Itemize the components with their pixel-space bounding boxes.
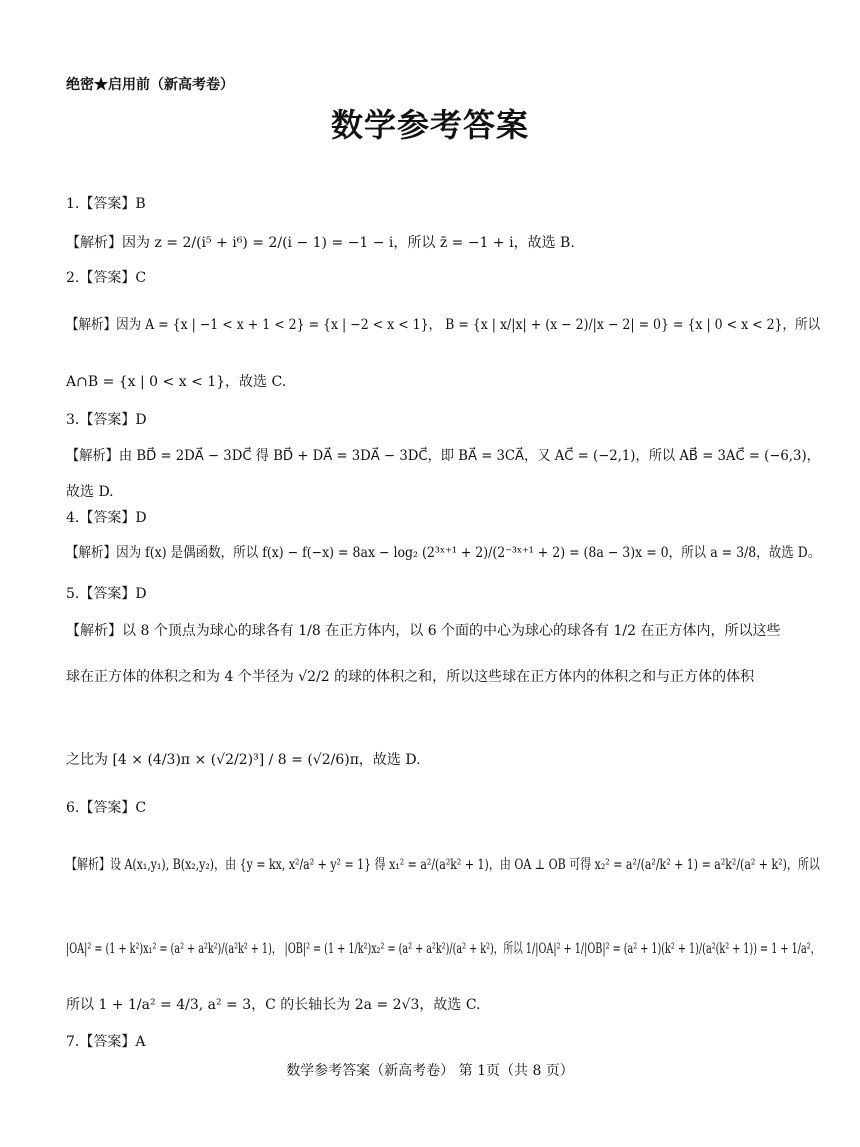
analysis-2-line-2: A∩B = {x | 0 < x < 1}，故选 C. bbox=[66, 374, 287, 390]
answer-6: 6.【答案】C bbox=[66, 800, 147, 816]
analysis-5-line-1: 【解析】以 8 个顶点为球心的球各有 1/8 在正方体内，以 6 个面的中心为球心的球各有 1/2 在正方体内，所以这些 bbox=[66, 623, 781, 639]
analysis-4-line-1: 【解析】因为 f(x) 是偶函数，所以 f(x) − f(−x) = 8ax − log₂ (2³ˣ⁺¹ + 2)/(2⁻³ˣ⁺¹ + 2) = (8a − 3)x = 0，所以 a = 3/8，故选 D。 bbox=[66, 545, 821, 561]
answer-2: 2.【答案】C bbox=[66, 270, 147, 286]
analysis-1-line-1: 【解析】因为 z = 2/(i⁵ + i⁶) = 2/(i − 1) = −1 − i，所以 z̄ = −1 + i，故选 B. bbox=[66, 235, 575, 251]
analysis-6-line-2: |OA|² = (1 + k²)x₁² = (a² + a²k²)/(a²k² + 1)， |OB|² = (1 + 1/k²)x₂² = (a² + a²k²)/(a² + k²)，所以 1/|OA|² + 1/|OB|² = (a² + 1)(k² + 1)/(a²(k² + 1)) = 1 + 1/a²， bbox=[66, 941, 821, 957]
answer-7: 7.【答案】A bbox=[66, 1034, 146, 1050]
analysis-3-line-2: 故选 D. bbox=[66, 484, 114, 500]
analysis-6-line-1: 【解析】设 A(x₁,y₁), B(x₂,y₂)，由 {y = kx, x²/a² + y² = 1} 得 x₁² = a²/(a²k² + 1)，由 OA ⊥ OB 可得 x₂² = a²/(a²/k² + 1) = a²k²/(a² + k²)，所以 bbox=[66, 857, 820, 873]
answer-1: 1.【答案】B bbox=[66, 196, 146, 212]
page-footer: 数学参考答案（新高考卷） 第 1页（共 8 页） bbox=[286, 1063, 574, 1079]
answer-5: 5.【答案】D bbox=[66, 586, 147, 602]
analysis-3-line-1: 【解析】由 BD⃗ = 2DA⃗ − 3DC⃗ 得 BD⃗ + DA⃗ = 3DA⃗ − 3DC⃗，即 BA⃗ = 3CA⃗，又 AC⃗ = (−2,1)，所以 AB⃗ = 3AC⃗ = (−6,3)， bbox=[66, 448, 820, 464]
answer-3: 3.【答案】D bbox=[66, 412, 147, 428]
analysis-5-line-3: 之比为 [4 × (4/3)π × (√2/2)³] / 8 = (√2/6)π，故选 D. bbox=[66, 752, 421, 768]
secret-label: 绝密★启用前（新高考卷） bbox=[66, 77, 234, 93]
analysis-6-line-3: 所以 1 + 1/a² = 4/3, a² = 3，C 的长轴长为 2a = 2√3，故选 C. bbox=[66, 997, 481, 1013]
answer-4: 4.【答案】D bbox=[66, 510, 147, 526]
analysis-5-line-2: 球在正方体的体积之和为 4 个半径为 √2/2 的球的体积之和，所以这些球在正方体内的体积之和与正方体的体积 bbox=[66, 669, 755, 685]
analysis-2-line-1: 【解析】因为 A = {x | −1 < x + 1 < 2} = {x | −2 < x < 1}， B = {x | x/|x| + (x − 2)/|x − 2| = 0} = {x | 0 < x < 2}，所以 bbox=[66, 317, 821, 333]
page-title: 数学参考答案 bbox=[330, 106, 529, 144]
